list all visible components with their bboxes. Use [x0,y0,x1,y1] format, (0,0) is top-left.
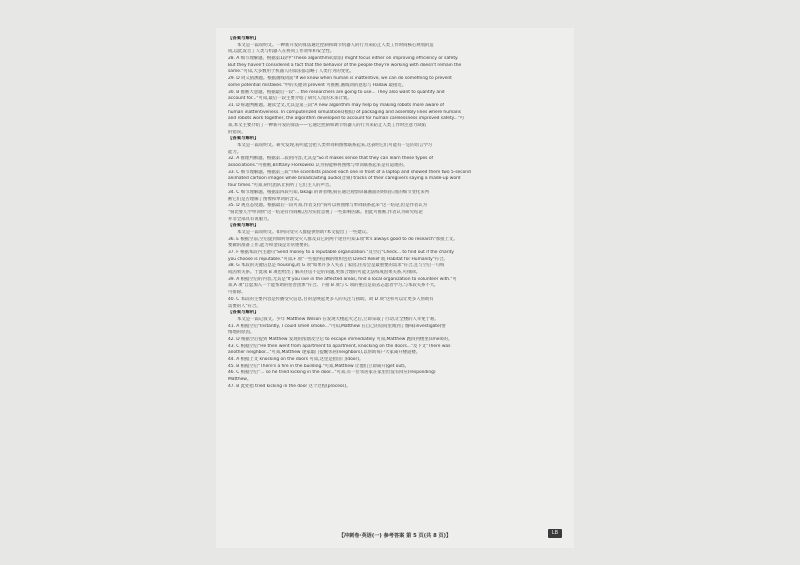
text-line: 29. D 词义猜测题。根据画线词前"If we know when human is inattentive, we can do something to prevent [228,76,452,82]
text-line: "狗比婴儿学单词快"这一结论有待商榷,因为实验忽视了一些影响因素。由此可推断,作者认为研究结论 [228,209,423,215]
text-line: 本文是一篇记叙文。少年 Matthew Wilson 在发现大楼起火之后,立即采取了行动,让全楼的人幸免于难。 [237,316,439,322]
text-line: 要做的准备工作,能力和金钱是非常重要的。 [228,243,313,249]
text-line: 28. A 细节理解题。根据第1段中"These algorithms(算法) might focus either on improving efficiency or safety. [228,56,459,62]
text-line: 43. C 根据空后"He then went from apartment to apartment, knocking on the doors..."及下文"There was [228,343,451,349]
text-line: associations."可推断,Brittany Florkowski 认为狗能够将图像与单词联系起来是有道理的。 [228,163,408,169]
text-line: some potential mistakes."中的关键词 prevent 可推断,画线词的意思与 Hallaw 最接近。 [228,82,407,88]
text-line: But they haven't considered a fact that the behavior of the people they're working with doesn't remain the [228,62,462,68]
text-line: 的错误。 [228,129,246,135]
text-line: 33. C 细节理解题。根据第三段"The scientists placed each one in front of a laptop and showed them two 5-second [228,169,471,175]
text-line: 需要的人"符合。 [228,303,261,309]
section-heading: 【答案与解析】 [228,36,259,41]
text-line: 断它们是否理解了图像和单词的含义。 [228,196,303,202]
text-line: 36. E 根据空前,空后提到如何帮助受灾人群及其它的两个途径可知,E项"It's always good to do research"承接上文。 [228,236,458,242]
text-line: 成,以此发音了人类与机器人在协同工作效率和安全性。 [228,49,335,55]
text-line: 30. B 推断大意题。根据最后一段"... the researchers are going to use... They also want to quantify and [228,89,445,95]
text-line: another neighbor..."可知,Matthew 逐家敲门提醒邻居(neighbors),以帮助每户大家离开楼道楼。 [228,350,421,356]
text-line: 39. A 根据空后的内容,尤其是"If you live in the affected areas, find a local organization to volunteer with."可 [228,276,457,282]
text-line: same."可知,大多数用于机器人的算法都忽略了人类行为的变化。 [228,69,354,75]
text-line: 知,本文主要介绍了一种新开发的算法——它通过控制和调节机器人的行为来防止人类工作时注意力缺陷 [228,122,427,128]
answer-text-body [228,36,564,536]
text-line: 42. D 根据空后提到 Matthew 发现的浓烟及空后 to escape immediately 可知,Matthew 跑回到楼里(smell)的。 [228,336,453,342]
text-line: and robots work together, the algorithm developed to account for human carelessness improved safety..."可 [228,116,465,122]
section-heading: 【答案与解析】 [228,310,259,316]
text-line: 35. D 观点态度题。根据最后一段可知,作者支持"狗可以将图像与单词联系起来"这一结论,但是作者认为 [228,203,427,209]
text-line: 40. C 本段的主要内容是传播受灾信息,目的是唤起更多人的关注与援助。故 D 项"这样可以让更多人帮助有 [228,296,434,302]
text-line: 本文是一篇说明文。如何向受灾人群提供帮助?本文提出了一些建议。 [237,229,371,235]
text-line: 37. F 根据本段内主题句"Send money to a reputable organization."及空后"Check... to find out if the charity [228,250,454,255]
text-line: 32. A 推理判断题。根据第二段的内容,尤其是"So it makes sense that they can learn these types of [228,156,434,162]
text-line: 38. G 本段的关键信息是 housing,故 G 项"如果许多人失去了家园,住房会是最重要的需求"符合,且与空后一句构 [228,263,445,269]
text-line: 惕地的原因。 [228,330,255,336]
text-line: human inattentiveness. In computerized simulations(模拟) of packaging and assembly lines where humans [228,109,461,115]
text-line: 知,A 项"自愿加入一个能帮助的慈善团体"符合。下接 B 项与 C 项的重点是前去志愿者学习,与本段关系不大, [228,283,436,289]
text-line: 47. B 此处指 tried kicking in the door 这个过程(process)。 [228,383,351,389]
text-line: Matthew。 [228,377,252,383]
text-line: animated cartoon images while broadcasting audio(音频) tracks of their caregivers saying a made-up word [228,176,461,182]
text-line: 能力。 [228,149,242,155]
text-line: you choose is reputable."可知,F 项"一些值得信赖的组织包括 Direct Relief 或 Habitat for Humanity"符合。 [228,256,448,262]
text-line: 成因果关系。于此项 B 项也给出了解决住房不足的问题,更加合理的可能无法构成因果关系,可排除。 [228,270,421,276]
text-line: 34. C 细节理解题。根据第四段可知,Takagi 的讲者纲,狗在通过观察屏幕画面的时间长短的细节变化来判 [228,189,429,195]
text-line: 45. B 根据空后"There's a fire in the building."可知,Matthew 让他们立即离开(get out)。 [228,363,409,369]
text-line: 44. A 根据上文 knocking on the doors 可知,这里是指房门(door)。 [228,357,364,362]
text-line: account for..."可知,最后一段主要介绍了研究人员的未来计划。 [228,96,352,102]
section-heading: 【答案与解析】 [228,136,259,142]
text-line: 41. A 根据空后"Instantly, I could smell smoke..."可知,Matthew 在自己的房间里闻到了烟味(investigate)警 [228,323,446,329]
page-badge: LB [548,529,562,538]
text-line: four times."可知,研究团队让狗听了它们主人的声音。 [228,183,334,189]
text-line: 可排除。 [228,290,246,296]
text-line: 31. D 标题判断题。通读全文,尤其是第三段"A new algorithm may help by making robots more aware of [228,102,445,108]
text-line: 本文是一篇说明文。研究发现,狗可能会把人类单词和图像联系起来,这表明它们可能有一定的语言学习 [237,143,433,148]
page-footer: 【冲刺卷·英语(一) 参考答案 第 5 页(共 8 页)】 [338,533,452,539]
text-line: 本文是一篇说明文。一种新开发的算法通过控制和调节机器人的行为来防止人类工作时间核心规划的造 [237,42,434,48]
section-heading: 【答案与解析】 [228,223,259,229]
text-line: 并非全部具有说服力。 [228,216,272,222]
text-line: 46. C 根据空后"... so he tried kicking in the door..."可知,有一位邻居家在家里但没有回应(responding) [228,370,436,376]
